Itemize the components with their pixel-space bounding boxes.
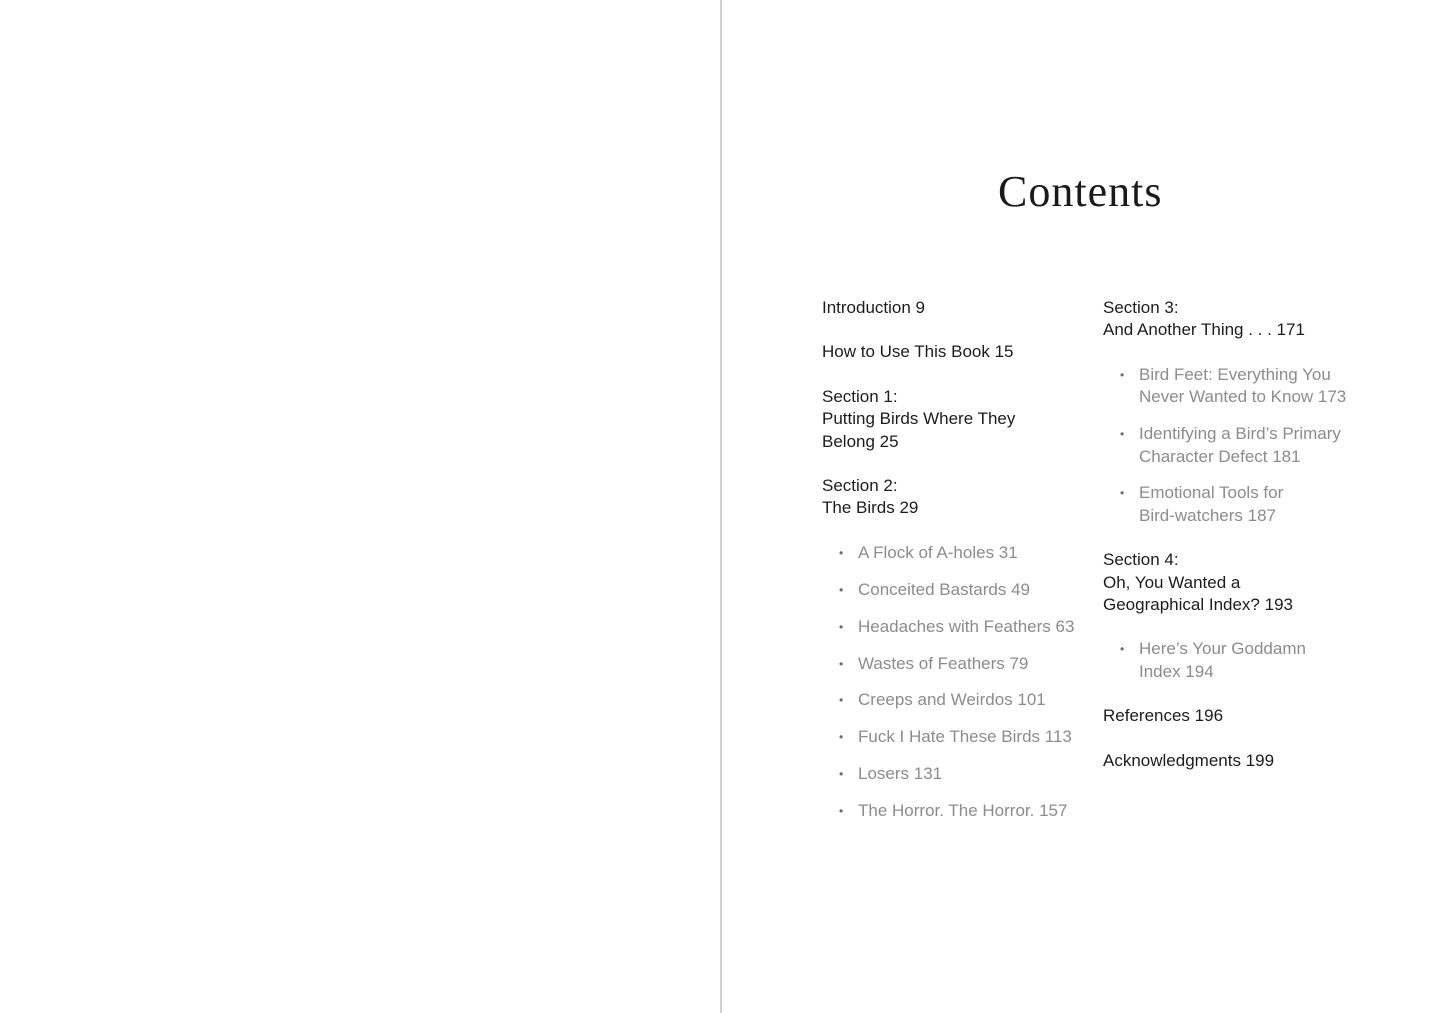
bullet-icon: •	[839, 804, 844, 819]
toc-subentry-text: Headaches with Feathers 63	[858, 616, 1075, 636]
toc-subentry	[839, 616, 1092, 638]
bullet-icon: •	[839, 767, 844, 782]
toc-subentry	[839, 542, 1092, 564]
bullet-icon: •	[1120, 367, 1125, 382]
bullet-icon: •	[1120, 427, 1125, 442]
toc-subentry	[1120, 482, 1365, 527]
toc-subentry-text: Losers 131	[858, 764, 943, 784]
bullet-icon: •	[1120, 486, 1125, 501]
toc-entry-section-4: Section 4: Oh, You Wanted a Geographical Index? 193	[1103, 550, 1293, 615]
bullet-icon: •	[839, 730, 844, 745]
toc-subentry	[839, 689, 1092, 711]
toc-subentry-text: Here’s Your Goddamn Index 194	[1139, 639, 1306, 681]
toc-column-left	[822, 297, 1092, 845]
bullet-icon: •	[1120, 642, 1125, 657]
toc-entry-introduction: Introduction 9	[822, 298, 926, 317]
toc-entry-how-to-use: How to Use This Book 15	[822, 342, 1014, 362]
toc-subentry	[839, 653, 1092, 675]
toc-sublist-section-2	[822, 542, 1092, 823]
right-page	[722, 0, 1445, 1013]
toc-subentry	[839, 726, 1092, 748]
toc-subentry	[839, 763, 1092, 785]
toc-subentry-text: Creeps and Weirdos 101	[858, 690, 1046, 710]
bullet-icon: •	[839, 582, 844, 597]
bullet-icon: •	[839, 619, 844, 634]
toc-subentry-text: Conceited Bastards 49	[858, 579, 1030, 599]
toc-subentry-text: The Horror. The Horror. 157	[858, 801, 1068, 821]
left-page-blank	[0, 0, 720, 1013]
toc-entry-references: References 196	[1103, 706, 1224, 726]
toc-entry-acknowledgments: Acknowledgments 199	[1103, 750, 1275, 770]
toc-column-right	[1103, 297, 1365, 794]
toc-subentry	[839, 800, 1092, 822]
toc-entry-section-2: Section 2: The Birds 29	[822, 476, 919, 518]
bullet-icon: •	[839, 545, 844, 560]
toc-sublist-section-3	[1103, 364, 1365, 527]
toc-subentry	[1120, 423, 1365, 468]
bullet-icon: •	[839, 656, 844, 671]
toc-subentry-text: Identifying a Bird’s Primary Character Defect 181	[1139, 424, 1341, 466]
toc-subentry	[839, 579, 1092, 601]
toc-entry-section-1: Section 1: Putting Birds Where They Belong 25	[822, 386, 1016, 451]
toc-subentry	[1120, 364, 1365, 409]
toc-subentry-text: Fuck I Hate These Birds 113	[858, 727, 1072, 747]
toc-subentry-text: Wastes of Feathers 79	[858, 653, 1029, 673]
bullet-icon: •	[839, 693, 844, 708]
page-title: Contents	[998, 167, 1163, 216]
toc-subentry-text: Emotional Tools for Bird-watchers 187	[1139, 483, 1284, 525]
toc-subentry-text: A Flock of A-holes 31	[858, 542, 1018, 562]
toc-subentry	[1120, 638, 1365, 683]
toc-subentry-text: Bird Feet: Everything You Never Wanted to Know 173	[1139, 364, 1347, 407]
toc-sublist-section-4	[1103, 638, 1365, 683]
toc-entry-section-3: Section 3: And Another Thing . . . 171	[1103, 298, 1305, 340]
